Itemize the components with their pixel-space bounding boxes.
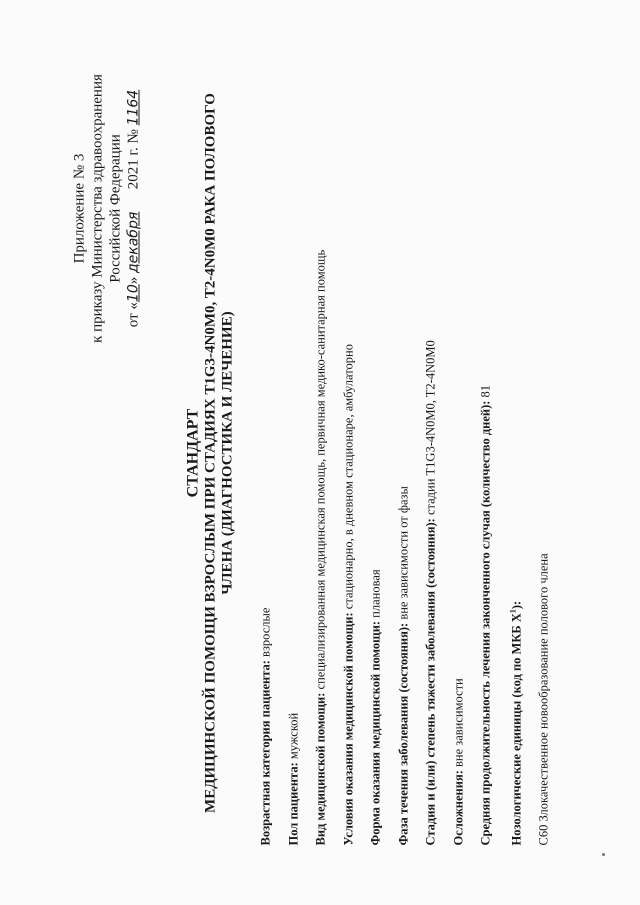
fields-list <box>258 25 564 845</box>
document-title <box>184 60 236 845</box>
title-line-2: ЧЛЕНА (ДИАГНОСТИКА И ЛЕЧЕНИЕ) <box>219 310 235 595</box>
field-nosology: Нозологические единицы (код по МКБ $X^1$): <box>507 600 523 845</box>
field-sex: Пол пациента: мужской <box>285 712 300 845</box>
field-phase: Фаза течения заболевания (состояния): вне зависимости от фазы <box>395 485 410 845</box>
title-head: СТАНДАРТ <box>184 408 201 497</box>
field-care-type: Вид медицинской помощи: специализированная медицинская помощь, первичная медико-санитарная помощь <box>313 249 327 845</box>
order-number: 1164 <box>125 89 141 125</box>
field-care-form: Форма оказания медицинской помощи: плановая <box>368 568 382 845</box>
appendix-date-line <box>124 43 142 373</box>
date-day: 10 <box>125 283 141 302</box>
appendix-order: к приказу Министерства здравоохранения <box>89 73 105 343</box>
appendix-ministry: Российской Федерации <box>107 133 123 283</box>
field-age: Возрастная категория пациента: взрослые <box>258 607 272 845</box>
field-stage: Стадия и (или) степень тяжести заболевания (состояния): стадии T1G3-4N0M0, T2-4N0M0 <box>423 339 437 845</box>
diagnosis-code: C60 Злокачественное новообразование полового члена <box>536 552 551 845</box>
field-duration: Средняя продолжительность лечения законченного случая (количество дней): 81 <box>478 384 492 845</box>
field-care-conditions: Условия оказания медицинской помощи: стационарно, в дневном стационаре, амбулаторно <box>340 343 355 845</box>
date-year: 2021 г. № <box>125 124 141 189</box>
date-month: декабря <box>125 211 141 273</box>
title-line-1: МЕДИЦИНСКОЙ ПОМОЩИ ВЗРОСЛЫМ ПРИ СТАДИЯХ T1G3-4N0M0, T2-4N0M0 РАКА ПОЛОВОГО <box>202 92 218 813</box>
date-prefix: от « <box>125 301 141 327</box>
scan-speck <box>602 853 605 856</box>
appendix-number: Приложение № 3 <box>71 153 87 263</box>
field-complications: Осложнения: вне зависимости <box>450 677 465 845</box>
appendix-block <box>70 43 142 373</box>
date-mid: » <box>125 272 141 284</box>
